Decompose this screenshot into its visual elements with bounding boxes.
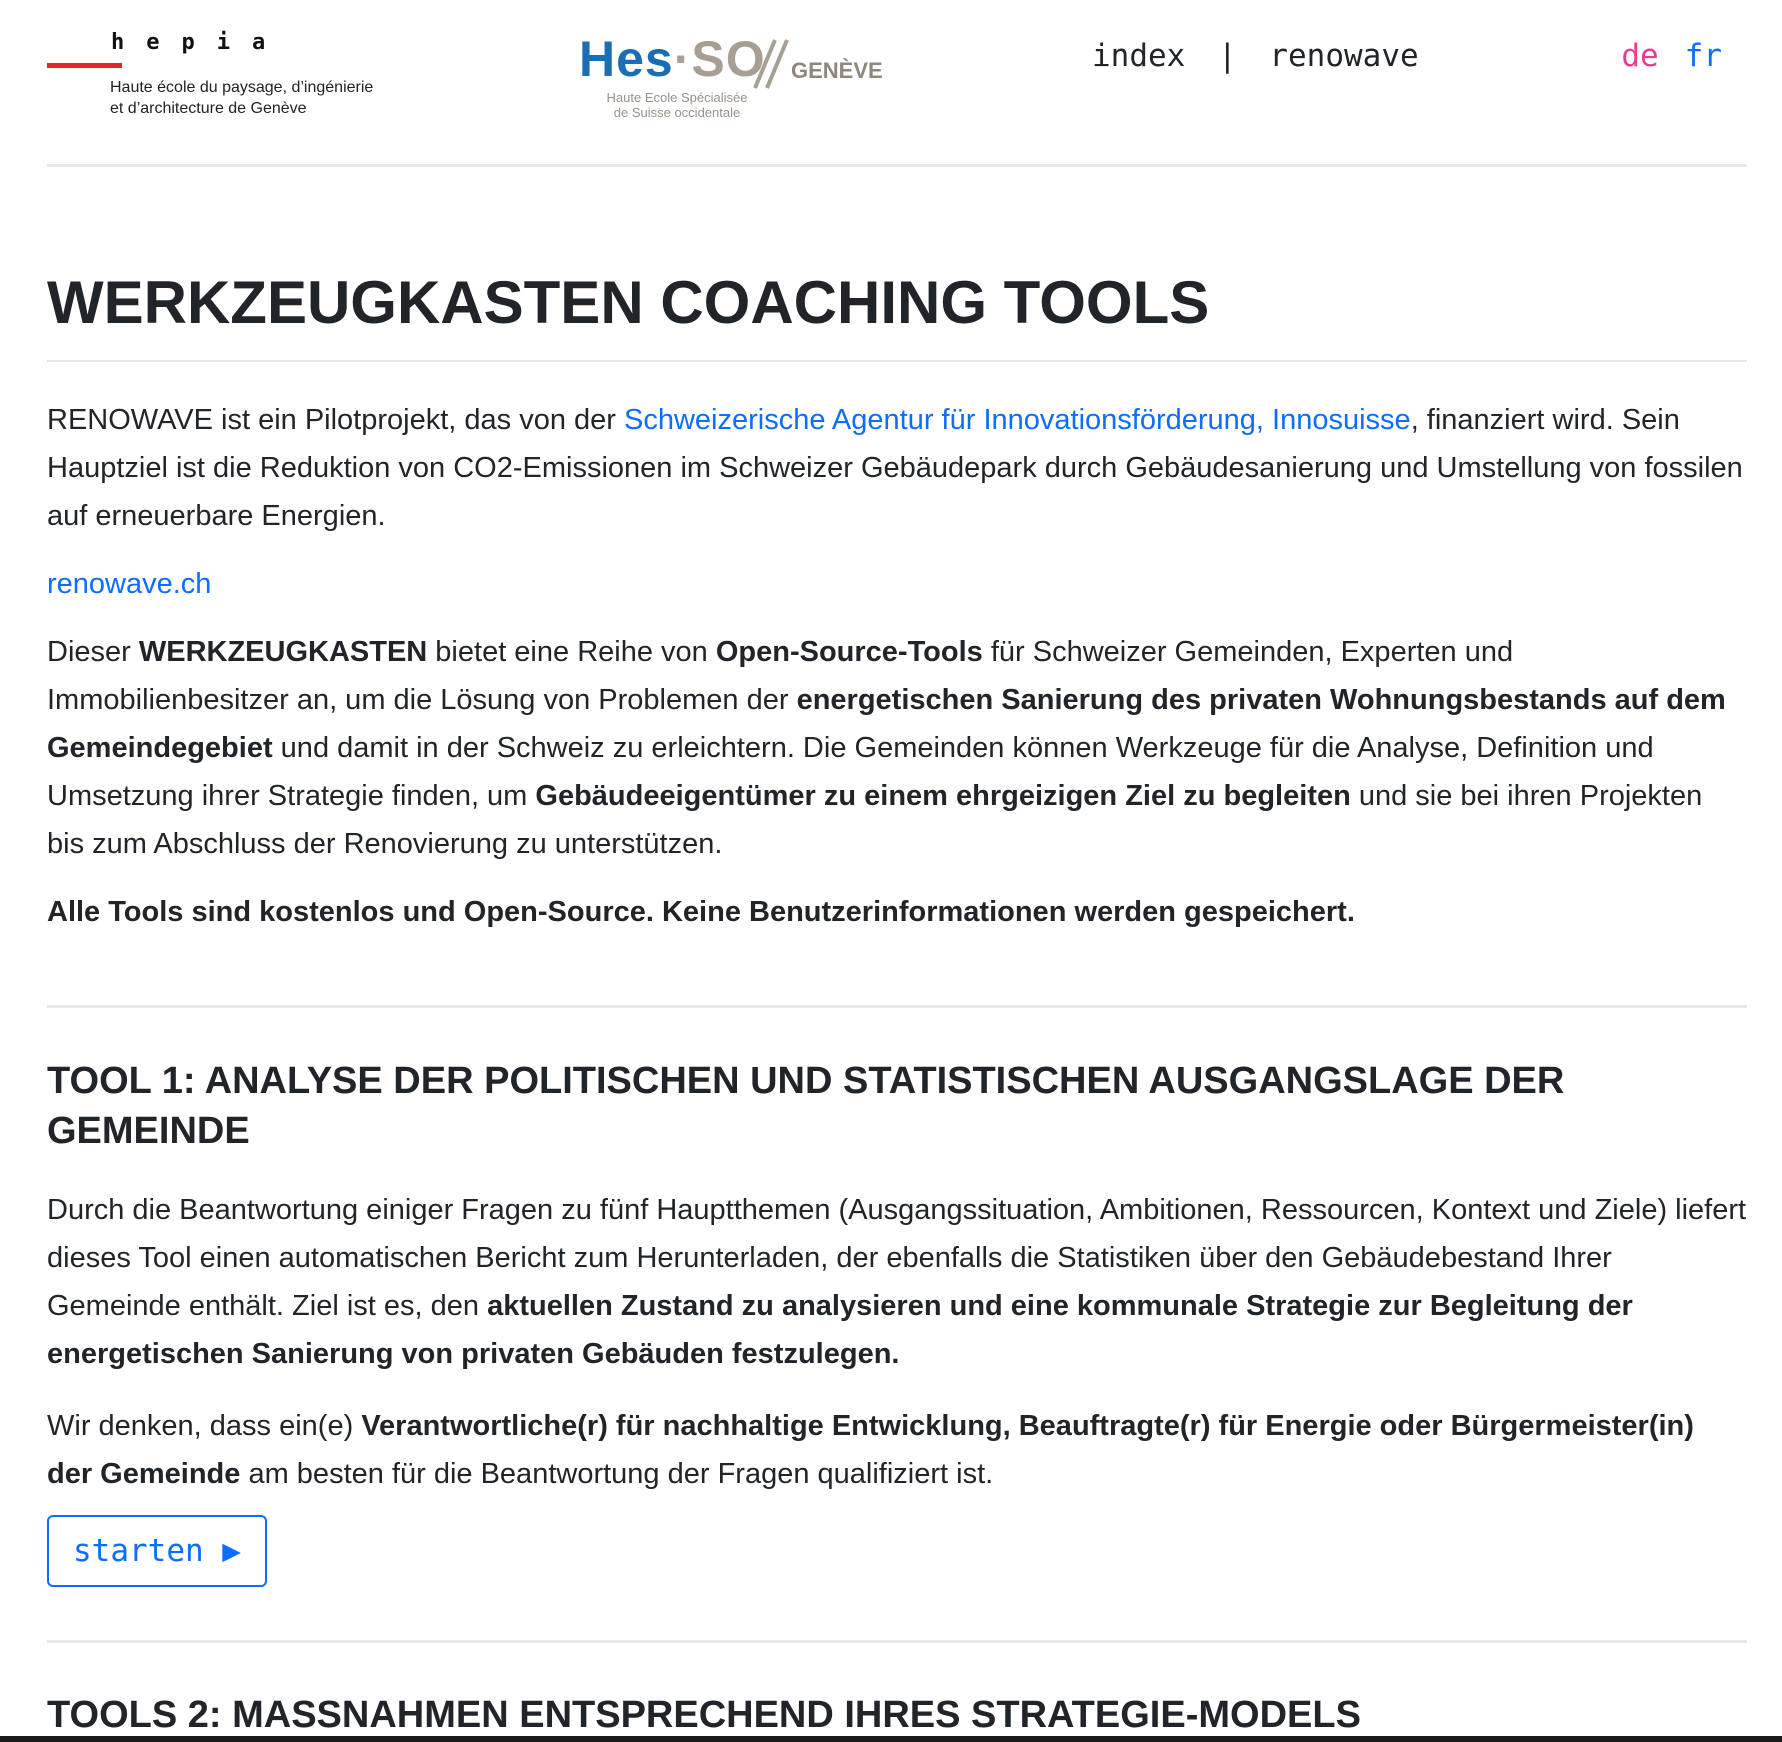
hesso-brand — [579, 30, 766, 88]
hesso-tagline — [597, 90, 757, 120]
desc-text: und sie bei ihren Projekten bis zum Abschluss der Renovierung zu unterstützen. — [47, 780, 1703, 860]
description-paragraph — [47, 628, 1747, 868]
top-nav — [1092, 38, 1419, 74]
free-note — [47, 888, 1355, 936]
hesso-tagline-line1: Haute Ecole Spécialisée — [606, 90, 748, 105]
tool1-bold: Verantwortliche(r) für nachhaltige Entwicklung, Beauftragte(r) für Energie oder Bürgermeister(in) der Gemeinde — [47, 1410, 1694, 1490]
desc-bold: Gebäudeeigentümer zu einem ehrgeizigen Ziel zu begleiten — [535, 780, 1351, 812]
desc-bold: WERKZEUGKASTEN — [138, 636, 428, 668]
section-divider — [47, 1640, 1747, 1643]
hesso-logo[interactable] — [579, 30, 889, 125]
hesso-so: SO — [691, 31, 766, 87]
window-bottom-edge — [0, 1736, 1782, 1742]
hesso-hes: Hes — [579, 31, 674, 87]
renowave-site-link[interactable]: renowave.ch — [47, 568, 212, 600]
section-divider — [47, 1005, 1747, 1008]
page-title: WERKZEUGKASTEN COACHING TOOLS — [47, 269, 1210, 336]
tool1-text: Durch die Beantwortung einiger Fragen zu fünf Hauptthemen (Ausgangssituation, Ambitionen, Ressourcen, Kontext und Ziele) liefert dieses Tool einen automatischen Bericht zum Herunterladen, der ebenfalls die Statistiken über den Gebäudebestand Ihrer Gemeinde enthält. Ziel ist es, den — [47, 1194, 1747, 1322]
hepia-subtitle-line1: Haute école du paysage, d’ingénierie — [110, 79, 374, 96]
intro-text-1: RENOWAVE ist ein Pilotprojekt, das von der — [47, 404, 624, 436]
language-switcher — [1621, 38, 1722, 74]
page — [47, 0, 1747, 1736]
desc-text: und damit in der Schweiz zu erleichtern. Die Gemeinden können Werkzeuge für die Analyse, Definition und Umsetzung ihrer Strategie finden, um — [47, 732, 1654, 812]
intro-paragraph — [47, 396, 1747, 540]
lang-fr-link[interactable]: fr — [1684, 38, 1722, 74]
desc-text: bietet eine Reihe von — [427, 636, 716, 668]
tool1-paragraph-1 — [47, 1186, 1747, 1378]
desc-bold: energetischen Sanierung des privaten Wohnungsbestands auf dem Gemeindegebiet — [47, 684, 1726, 764]
start-button[interactable]: starten ▶ — [47, 1515, 267, 1587]
hepia-subtitle-line2: et d’architecture de Genève — [110, 100, 307, 117]
free-note-bold: Alle Tools sind kostenlos und Open-Source. Keine Benutzerinformationen werden gespeichert. — [47, 896, 1355, 928]
tool1-text: am besten für die Beantwortung der Fragen qualifiziert ist. — [240, 1458, 994, 1490]
lang-de-link[interactable]: de — [1621, 38, 1659, 74]
site-link-paragraph — [47, 560, 211, 608]
hepia-wordmark: hepia — [111, 30, 288, 55]
tool1-bold: aktuellen Zustand zu analysieren und eine kommunale Strategie zur Begleitung der energetischen Sanierung von privaten Gebäuden festzulegen. — [47, 1290, 1633, 1370]
tool1-title: TOOL 1: ANALYSE DER POLITISCHEN UND STATISTISCHEN AUSGANGSLAGE DER GEMEINDE — [47, 1060, 1565, 1152]
hepia-logo[interactable] — [47, 30, 387, 120]
hesso-geneve: GENÈVE — [791, 58, 883, 83]
hesso-tagline-line2: de Suisse occidentale — [613, 105, 741, 120]
hesso-slashes-icon — [747, 34, 797, 92]
nav-separator: | — [1218, 38, 1237, 74]
innosuisse-link[interactable]: Schweizerische Agentur für Innovationsförderung, Innosuisse — [624, 404, 1411, 436]
hepia-red-bar — [47, 63, 122, 68]
desc-text: für Schweizer Gemeinden, Experten und Immobilienbesitzer an, um die Lösung von Problemen der — [47, 636, 1514, 716]
desc-text: Dieser — [47, 636, 139, 668]
hesso-dot: · — [673, 31, 692, 87]
nav-renowave-link[interactable]: renowave — [1269, 38, 1419, 74]
intro-text-2: , finanziert wird. Sein Hauptziel ist die Reduktion von CO2-Emissionen im Schweizer Gebäudepark durch Gebäudesanierung und Umstellung von fossilen auf erneuerbare Energien. — [47, 404, 1743, 532]
tool1-text: Wir denken, dass ein(e) — [47, 1410, 362, 1442]
desc-bold: Open-Source-Tools — [715, 636, 983, 668]
tool2-title: TOOLS 2: MASSNAHMEN ENTSPRECHEND IHRES STRATEGIE-MODELS — [47, 1694, 1361, 1736]
site-header — [47, 0, 1747, 167]
hepia-subtitle — [110, 77, 373, 119]
title-divider — [47, 360, 1747, 362]
nav-index-link[interactable]: index — [1092, 38, 1186, 74]
tool1-paragraph-2 — [47, 1402, 1747, 1498]
